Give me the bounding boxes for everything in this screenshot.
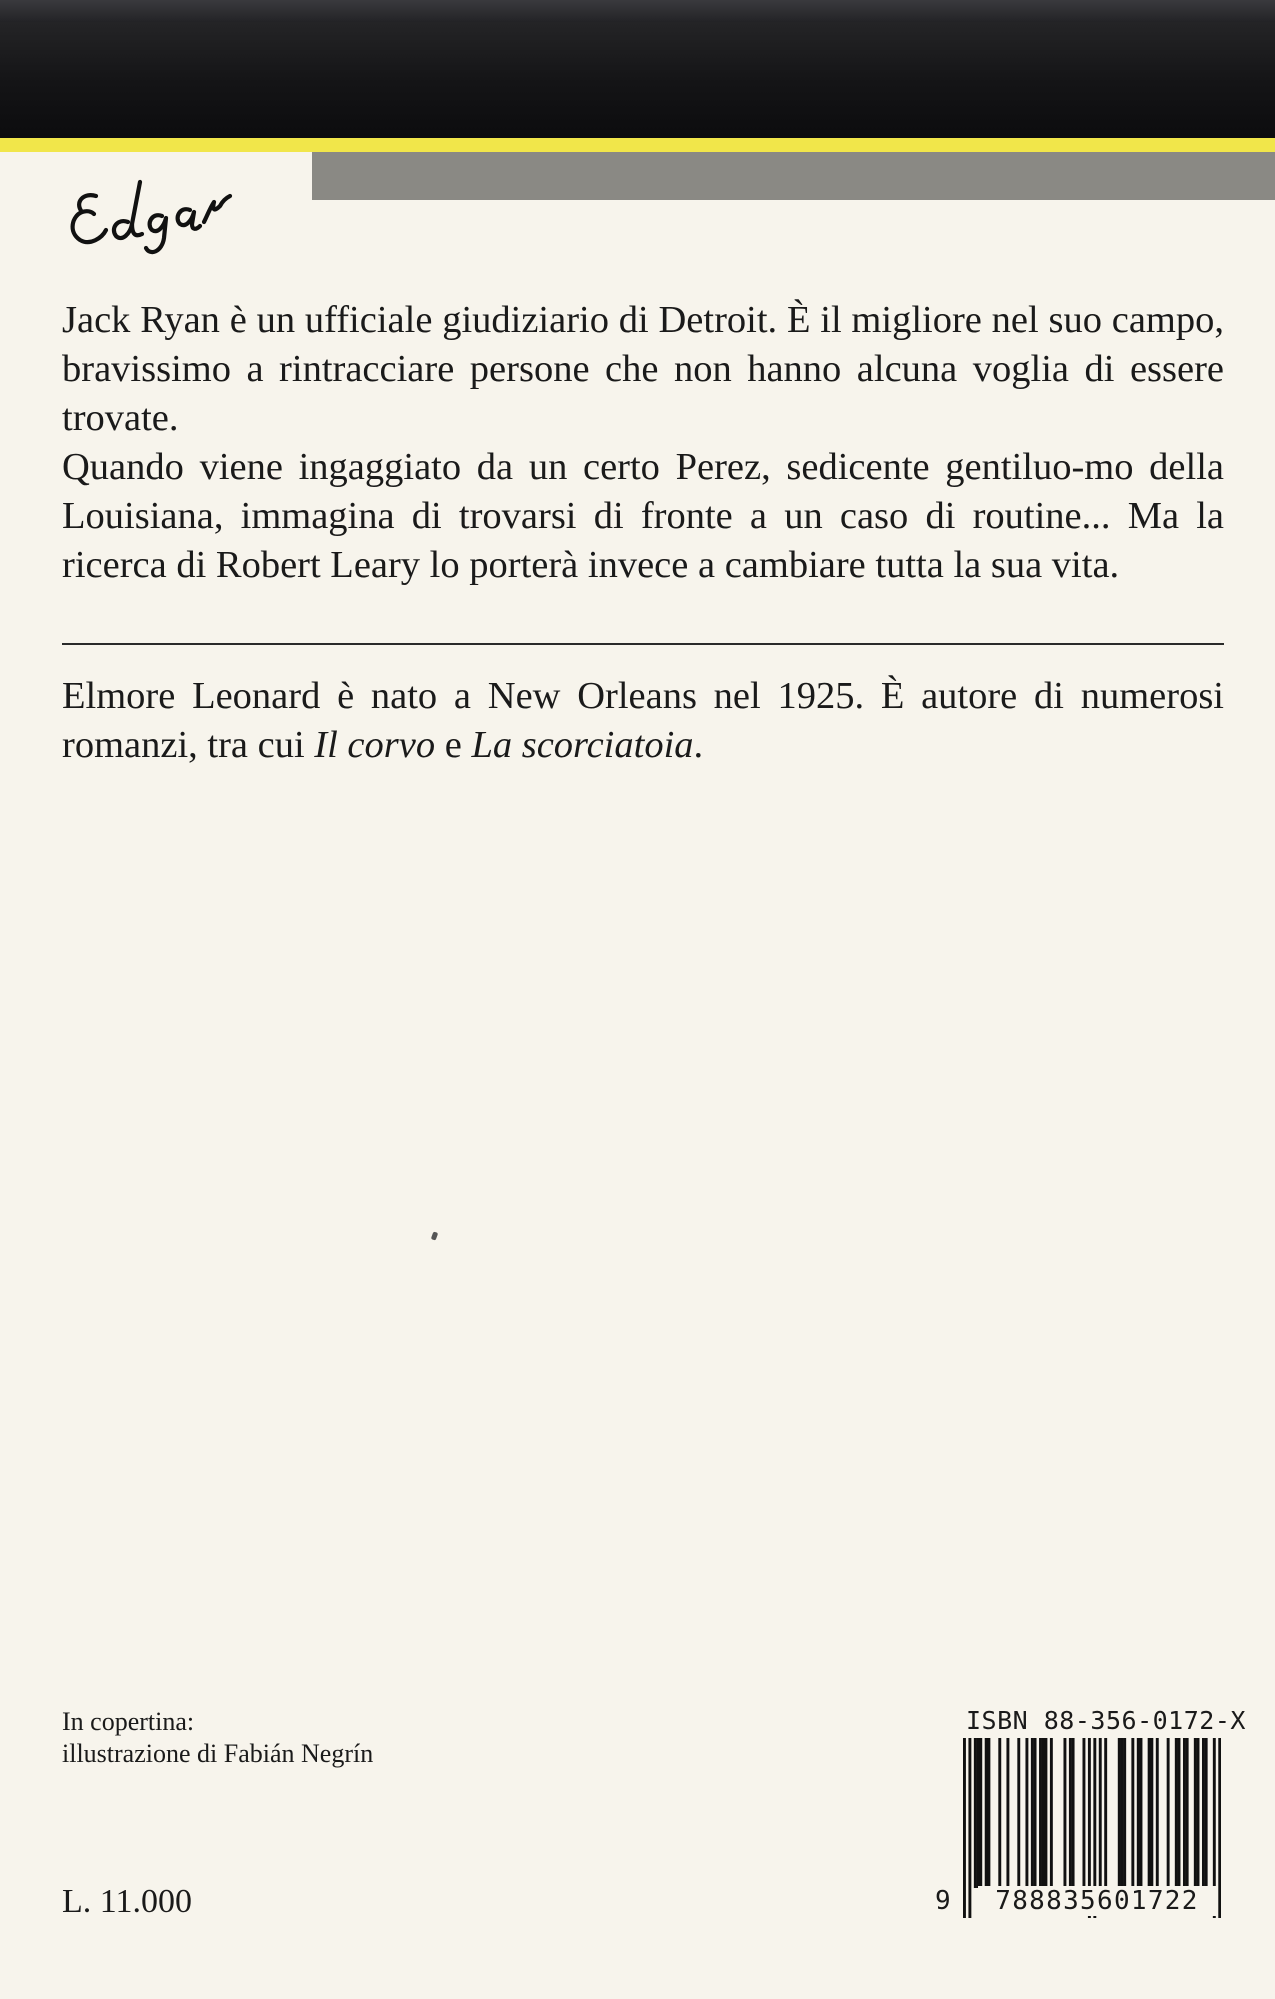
barcode-bar [1042,1738,1045,1888]
barcode-bar [987,1738,990,1888]
barcode-bar [1167,1738,1170,1888]
barcode-bar [985,1738,988,1888]
barcode-bar [1118,1738,1121,1888]
barcode-bar [1150,1738,1153,1888]
barcode-bar [1205,1738,1208,1888]
barcode-bar [1202,1738,1205,1888]
barcode-bar [974,1738,977,1888]
barcode-bar [1039,1738,1042,1888]
barcode-bar [1131,1738,1134,1888]
barcode-bar [1063,1738,1066,1888]
price: L. 11.000 [62,1883,193,1920]
synopsis-paragraph-1: Jack Ryan è un ufficiale giudiziario di Detroit. È il migliore nel suo campo, bravissimo a rintracciare persone che non hanno alcuna voglia di essere trovate. [62,299,1224,439]
author-bio-connector: e [435,724,472,766]
barcode-bar [1186,1738,1189,1888]
barcode-bar [1175,1738,1178,1888]
barcode-bar [1123,1738,1126,1888]
barcode-bar [998,1738,1001,1888]
author-bio-paragraph [62,672,1224,770]
section-divider [62,643,1224,645]
edgar-script-logo-icon [62,152,252,262]
barcode-bar [1069,1738,1072,1888]
barcode-bar [1148,1738,1151,1888]
author-bio-end: . [693,724,704,766]
gray-bar [312,152,1275,200]
cover-top-band [0,0,1275,138]
yellow-stripe [0,138,1275,152]
barcode-bar [1156,1738,1159,1888]
barcode-bar [1099,1738,1102,1888]
barcode-bar [1104,1738,1107,1888]
ean-digits: 788835601722 [978,1886,1216,1916]
barcode-bar [977,1738,980,1888]
barcode-bar [1183,1738,1186,1888]
isbn-label: ISBN 88-356-0172-X [966,1706,1246,1735]
cover-top-band-highlight [0,0,1275,22]
cover-credit [62,1706,373,1770]
cover-credit-line-2: illustrazione di Fabián Negrín [62,1739,374,1768]
barcode-bar [1121,1738,1124,1888]
barcode-bar [1044,1738,1047,1888]
barcode-bar [1082,1738,1085,1888]
barcode-bar [1072,1738,1075,1888]
barcode-bar [968,1738,971,1918]
barcode-bar [979,1738,982,1888]
edgar-logo [62,152,252,262]
barcode-bar [1218,1738,1221,1918]
synopsis [62,296,1224,590]
barcode-bar [1178,1738,1181,1888]
synopsis-paragraph-2: Quando viene ingaggiato da un certo Perez, sedicente gentiluo-mo della Louisiana, immagina di trovarsi di fronte a un caso di routine... Ma la ricerca di Robert Leary lo porterà invece a cambiare tutta la sua vita. [62,446,1224,586]
barcode-bar [1050,1738,1053,1888]
paper-speck [431,1231,438,1240]
barcode-bar [1006,1738,1009,1888]
author-bio-text: Elmore Leonard è nato a New Orleans nel 1925. È autore di numerosi romanzi, tra cui [62,675,1224,766]
barcode-bar [1140,1738,1143,1888]
barcode-bar [963,1738,966,1918]
barcode-bar [1025,1738,1028,1888]
barcode-bar [1197,1738,1200,1888]
book-title-la-scorciatoia: La scorciatoia [471,724,694,766]
barcode-bar [1017,1738,1020,1888]
barcode-bar [1137,1738,1140,1888]
barcode-bar [1034,1738,1037,1888]
book-title-il-corvo: Il corvo [314,724,436,766]
barcode-bar [1194,1738,1197,1888]
barcode-bar [1031,1738,1034,1888]
cover-credit-line-1: In copertina: [62,1707,195,1736]
author-bio [62,672,1224,770]
ean-first-digit: 9 [935,1886,951,1916]
